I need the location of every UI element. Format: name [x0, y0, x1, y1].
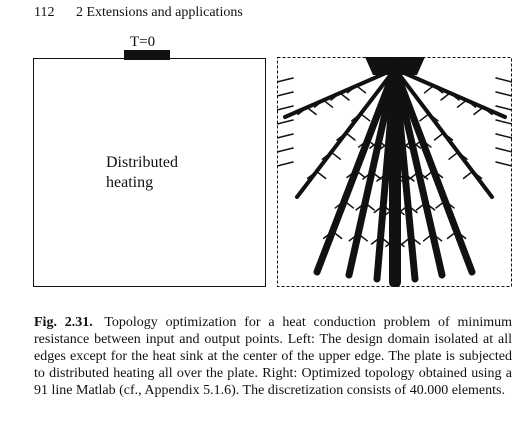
topology-branch — [435, 133, 444, 140]
topology-branch — [496, 148, 512, 152]
topology-branch — [277, 120, 293, 124]
topology-branch — [340, 93, 349, 100]
topology-branch — [496, 162, 512, 166]
topology-branch — [277, 148, 293, 152]
topology-branch — [361, 114, 370, 121]
topology-branch — [420, 114, 429, 121]
topology-branch — [357, 86, 366, 93]
topology-branch — [496, 134, 512, 138]
topology-branch — [277, 134, 293, 138]
distributed-heating-label: Distributed heating — [106, 154, 178, 191]
topology-branch — [449, 152, 458, 159]
topology-branch — [441, 93, 450, 100]
topology-branch — [458, 100, 467, 107]
topology-branch — [331, 152, 340, 159]
figure-caption — [34, 314, 512, 399]
topology-branch — [277, 92, 293, 96]
topology-branch — [464, 171, 473, 178]
caption-text: Topology optimization for a heat conduction problem of minimum resistance between input and output points. Left: The design domain isolated at all edges except for the heat sink at the center of the upper edge. The plate is subjected to distributed heating all over the plate. Right: Optimized topology obtained using a 91 line Matlab (cf., Appendix 5.1.6). The discretization consists of 40.000 elements. — [34, 315, 512, 398]
topology-branch — [317, 171, 326, 178]
topology-branch — [425, 86, 434, 93]
chapter-title: 2 Extensions and applications — [75, 5, 243, 20]
topology-branch — [496, 106, 512, 110]
topology-branch — [277, 106, 293, 110]
topology-branch — [496, 92, 512, 96]
topology-branch — [474, 107, 483, 114]
optimized-topology-figure — [277, 57, 512, 287]
topology-branch — [277, 162, 293, 166]
topology-branch — [277, 78, 293, 82]
figure-label: Fig. 2.31. — [34, 315, 93, 330]
topology-branch — [307, 107, 316, 114]
topology-branch — [496, 78, 512, 82]
heat-sink-bar — [124, 50, 170, 60]
topology-branch — [496, 120, 512, 124]
topology-branch — [346, 133, 355, 140]
heat-sink-label: T=0 — [130, 34, 156, 50]
topology-branch — [324, 100, 333, 107]
running-header — [34, 5, 243, 21]
page-number: 112 — [34, 5, 55, 20]
